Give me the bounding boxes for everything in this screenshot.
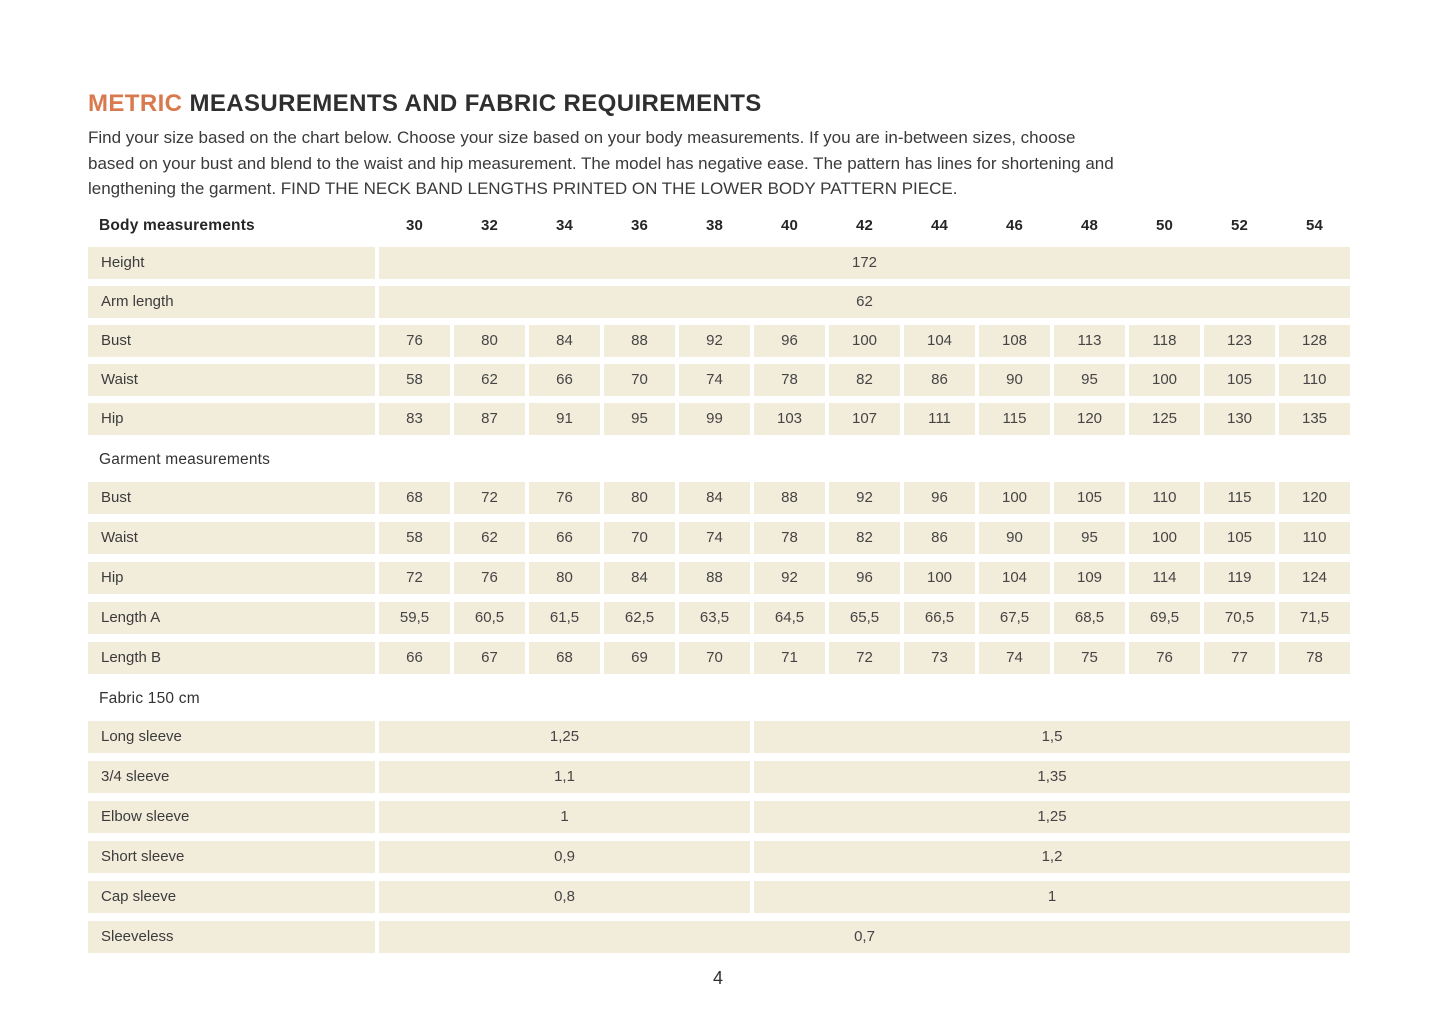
measurement-cell: 108 bbox=[979, 325, 1050, 357]
table-header-row bbox=[88, 215, 1350, 237]
intro-line: Find your size based on the chart below. Choose your size based on your body measurements. If you are in-between sizes, choose bbox=[88, 128, 1076, 147]
row-label: Short sleeve bbox=[88, 841, 375, 873]
measurement-cell: 100 bbox=[829, 325, 900, 357]
measurement-cell: 76 bbox=[529, 482, 600, 514]
measurement-cell: 78 bbox=[754, 522, 825, 554]
measurement-cell: 80 bbox=[604, 482, 675, 514]
row-label: Sleeveless bbox=[88, 921, 375, 953]
measurement-cell: 95 bbox=[1054, 364, 1125, 396]
table-row bbox=[88, 642, 1350, 674]
measurement-cell: 65,5 bbox=[829, 602, 900, 634]
row-label: Height bbox=[88, 247, 375, 279]
size-column-header: 44 bbox=[930, 217, 949, 234]
measurement-cell: 76 bbox=[454, 562, 525, 594]
measurement-cell: 82 bbox=[829, 364, 900, 396]
measurement-cell: 130 bbox=[1204, 403, 1275, 435]
section-label: Garment measurements bbox=[99, 450, 271, 468]
measurement-cell: 72 bbox=[454, 482, 525, 514]
row-label: Elbow sleeve bbox=[88, 801, 375, 833]
measurement-cell: 80 bbox=[529, 562, 600, 594]
table-row bbox=[88, 602, 1350, 634]
table-row bbox=[88, 364, 1350, 396]
page-number: 4 bbox=[712, 968, 723, 988]
page-title bbox=[88, 90, 1350, 118]
row-label: Bust bbox=[88, 325, 375, 357]
table-row bbox=[88, 522, 1350, 554]
size-column-header: 42 bbox=[855, 217, 874, 234]
measurement-cell: 110 bbox=[1279, 522, 1350, 554]
measurement-cell: 70 bbox=[604, 522, 675, 554]
measurement-cell: 100 bbox=[1129, 522, 1200, 554]
measurement-cell-left: 1,25 bbox=[379, 721, 750, 753]
measurement-cell: 84 bbox=[529, 325, 600, 357]
measurement-cell: 76 bbox=[379, 325, 450, 357]
measurement-cell: 72 bbox=[829, 642, 900, 674]
measurement-cell: 66 bbox=[529, 364, 600, 396]
measurement-cell: 73 bbox=[904, 642, 975, 674]
measurement-cell: 83 bbox=[379, 403, 450, 435]
measurement-cell: 76 bbox=[1129, 642, 1200, 674]
measurement-cell: 104 bbox=[904, 325, 975, 357]
row-label: Cap sleeve bbox=[88, 881, 375, 913]
size-column-header: 40 bbox=[780, 217, 799, 234]
measurement-cell: 60,5 bbox=[454, 602, 525, 634]
size-column-header: 30 bbox=[405, 217, 424, 234]
table-header-label: Body measurements bbox=[99, 216, 255, 234]
measurement-cell: 75 bbox=[1054, 642, 1125, 674]
measurement-cell: 58 bbox=[379, 522, 450, 554]
measurement-cell: 115 bbox=[979, 403, 1050, 435]
measurement-cell: 99 bbox=[679, 403, 750, 435]
measurement-cell: 70 bbox=[679, 642, 750, 674]
measurement-cell: 69 bbox=[604, 642, 675, 674]
table-row bbox=[88, 881, 1350, 913]
row-label: Arm length bbox=[88, 286, 375, 318]
page-content bbox=[88, 0, 1350, 961]
measurement-cell: 61,5 bbox=[529, 602, 600, 634]
measurement-cell: 105 bbox=[1054, 482, 1125, 514]
intro-line: based on your bust and blend to the waist and hip measurement. The model has negative ease. The pattern has lines for shortening and bbox=[88, 153, 1114, 173]
table-row bbox=[88, 841, 1350, 873]
measurement-cell: 111 bbox=[904, 403, 975, 435]
page-title-rest: MEASUREMENTS AND FABRIC REQUIREMENTS bbox=[182, 90, 762, 117]
measurement-cell: 64,5 bbox=[754, 602, 825, 634]
page-title-highlight: METRIC bbox=[88, 90, 183, 117]
table-section bbox=[88, 721, 1350, 953]
measurement-cell: 88 bbox=[754, 482, 825, 514]
measurement-cell: 59,5 bbox=[379, 602, 450, 634]
measurement-cell: 91 bbox=[529, 403, 600, 435]
measurement-cell: 95 bbox=[1054, 522, 1125, 554]
measurement-cell: 68 bbox=[529, 642, 600, 674]
table-section bbox=[88, 247, 1350, 435]
size-column-header: 34 bbox=[555, 217, 574, 234]
measurement-cell: 90 bbox=[979, 522, 1050, 554]
size-column-header: 52 bbox=[1230, 217, 1249, 234]
measurement-cell: 100 bbox=[1129, 364, 1200, 396]
measurement-cell-right: 1,25 bbox=[754, 801, 1350, 833]
measurement-cell: 118 bbox=[1129, 325, 1200, 357]
measurement-cell: 66 bbox=[379, 642, 450, 674]
measurement-cell: 82 bbox=[829, 522, 900, 554]
measurement-cell: 96 bbox=[829, 562, 900, 594]
measurement-cell: 86 bbox=[904, 364, 975, 396]
measurement-cell: 87 bbox=[454, 403, 525, 435]
measurement-cell: 78 bbox=[1279, 642, 1350, 674]
row-label: Long sleeve bbox=[88, 721, 375, 753]
measurement-cell: 92 bbox=[829, 482, 900, 514]
measurement-cell-span: 172 bbox=[379, 247, 1350, 279]
measurement-cell-right: 1,35 bbox=[754, 761, 1350, 793]
measurement-cell: 100 bbox=[904, 562, 975, 594]
measurement-cell: 96 bbox=[754, 325, 825, 357]
measurement-cell: 90 bbox=[979, 364, 1050, 396]
measurement-cell: 67 bbox=[454, 642, 525, 674]
table-row bbox=[88, 921, 1350, 953]
row-label: Length A bbox=[88, 602, 375, 634]
table-row bbox=[88, 325, 1350, 357]
size-column-header: 54 bbox=[1305, 217, 1324, 234]
measurement-cell: 128 bbox=[1279, 325, 1350, 357]
measurement-cell: 86 bbox=[904, 522, 975, 554]
measurement-cell-left: 1,1 bbox=[379, 761, 750, 793]
table-row bbox=[88, 403, 1350, 435]
measurement-cell: 92 bbox=[679, 325, 750, 357]
table-section bbox=[88, 482, 1350, 674]
table-row bbox=[88, 761, 1350, 793]
measurement-cell: 115 bbox=[1204, 482, 1275, 514]
table-row bbox=[88, 562, 1350, 594]
row-label: Hip bbox=[88, 403, 375, 435]
measurement-cell: 58 bbox=[379, 364, 450, 396]
measurement-cell: 62,5 bbox=[604, 602, 675, 634]
measurement-cell: 71 bbox=[754, 642, 825, 674]
measurement-cell: 84 bbox=[604, 562, 675, 594]
measurement-cell-left: 0,8 bbox=[379, 881, 750, 913]
measurement-cell: 120 bbox=[1279, 482, 1350, 514]
measurement-cell: 67,5 bbox=[979, 602, 1050, 634]
table-row bbox=[88, 721, 1350, 753]
row-label: Length B bbox=[88, 642, 375, 674]
measurement-cell: 74 bbox=[979, 642, 1050, 674]
row-label: Hip bbox=[88, 562, 375, 594]
measurement-cell: 78 bbox=[754, 364, 825, 396]
size-table bbox=[88, 215, 1350, 953]
measurement-cell: 124 bbox=[1279, 562, 1350, 594]
measurement-cell: 71,5 bbox=[1279, 602, 1350, 634]
measurement-cell: 68,5 bbox=[1054, 602, 1125, 634]
table-row bbox=[88, 801, 1350, 833]
measurement-cell: 70,5 bbox=[1204, 602, 1275, 634]
measurement-cell: 105 bbox=[1204, 522, 1275, 554]
measurement-cell: 113 bbox=[1054, 325, 1125, 357]
measurement-cell-left: 1 bbox=[379, 801, 750, 833]
measurement-cell: 62 bbox=[454, 522, 525, 554]
measurement-cell: 72 bbox=[379, 562, 450, 594]
size-column-header: 46 bbox=[1005, 217, 1024, 234]
intro-paragraph bbox=[88, 125, 1350, 202]
measurement-cell: 95 bbox=[604, 403, 675, 435]
measurement-cell: 103 bbox=[754, 403, 825, 435]
measurement-cell: 125 bbox=[1129, 403, 1200, 435]
row-label: Bust bbox=[88, 482, 375, 514]
intro-line: lengthening the garment. FIND THE NECK BAND LENGTHS PRINTED ON THE LOWER BODY PATTERN PIECE. bbox=[88, 179, 958, 198]
measurement-cell-right: 1 bbox=[754, 881, 1350, 913]
measurement-cell-right: 1,2 bbox=[754, 841, 1350, 873]
measurement-cell-span: 0,7 bbox=[379, 921, 1350, 953]
measurement-cell: 105 bbox=[1204, 364, 1275, 396]
measurement-cell-right: 1,5 bbox=[754, 721, 1350, 753]
measurement-cell: 114 bbox=[1129, 562, 1200, 594]
measurement-cell: 123 bbox=[1204, 325, 1275, 357]
measurement-cell: 104 bbox=[979, 562, 1050, 594]
row-label: Waist bbox=[88, 522, 375, 554]
measurement-cell: 120 bbox=[1054, 403, 1125, 435]
size-column-header: 38 bbox=[705, 217, 724, 234]
size-column-header: 36 bbox=[630, 217, 649, 234]
measurement-cell: 100 bbox=[979, 482, 1050, 514]
row-label: 3/4 sleeve bbox=[88, 761, 375, 793]
measurement-cell: 66,5 bbox=[904, 602, 975, 634]
table-row bbox=[88, 247, 1350, 279]
section-label: Fabric 150 cm bbox=[99, 689, 200, 707]
row-label: Waist bbox=[88, 364, 375, 396]
measurement-cell: 119 bbox=[1204, 562, 1275, 594]
measurement-cell-span: 62 bbox=[379, 286, 1350, 318]
measurement-cell: 110 bbox=[1279, 364, 1350, 396]
table-row bbox=[88, 482, 1350, 514]
size-column-header: 48 bbox=[1080, 217, 1099, 234]
size-column-header: 50 bbox=[1155, 217, 1174, 234]
measurement-cell: 80 bbox=[454, 325, 525, 357]
measurement-cell: 77 bbox=[1204, 642, 1275, 674]
measurement-cell: 74 bbox=[679, 364, 750, 396]
measurement-cell: 88 bbox=[679, 562, 750, 594]
measurement-cell: 109 bbox=[1054, 562, 1125, 594]
measurement-cell-left: 0,9 bbox=[379, 841, 750, 873]
measurement-cell: 62 bbox=[454, 364, 525, 396]
measurement-cell: 107 bbox=[829, 403, 900, 435]
measurement-cell: 84 bbox=[679, 482, 750, 514]
measurement-cell: 68 bbox=[379, 482, 450, 514]
measurement-cell: 135 bbox=[1279, 403, 1350, 435]
table-row bbox=[88, 286, 1350, 318]
measurement-cell: 63,5 bbox=[679, 602, 750, 634]
measurement-cell: 74 bbox=[679, 522, 750, 554]
measurement-cell: 110 bbox=[1129, 482, 1200, 514]
size-column-header: 32 bbox=[480, 217, 499, 234]
measurement-cell: 66 bbox=[529, 522, 600, 554]
measurement-cell: 96 bbox=[904, 482, 975, 514]
measurement-cell: 70 bbox=[604, 364, 675, 396]
measurement-cell: 92 bbox=[754, 562, 825, 594]
measurement-cell: 88 bbox=[604, 325, 675, 357]
measurement-cell: 69,5 bbox=[1129, 602, 1200, 634]
